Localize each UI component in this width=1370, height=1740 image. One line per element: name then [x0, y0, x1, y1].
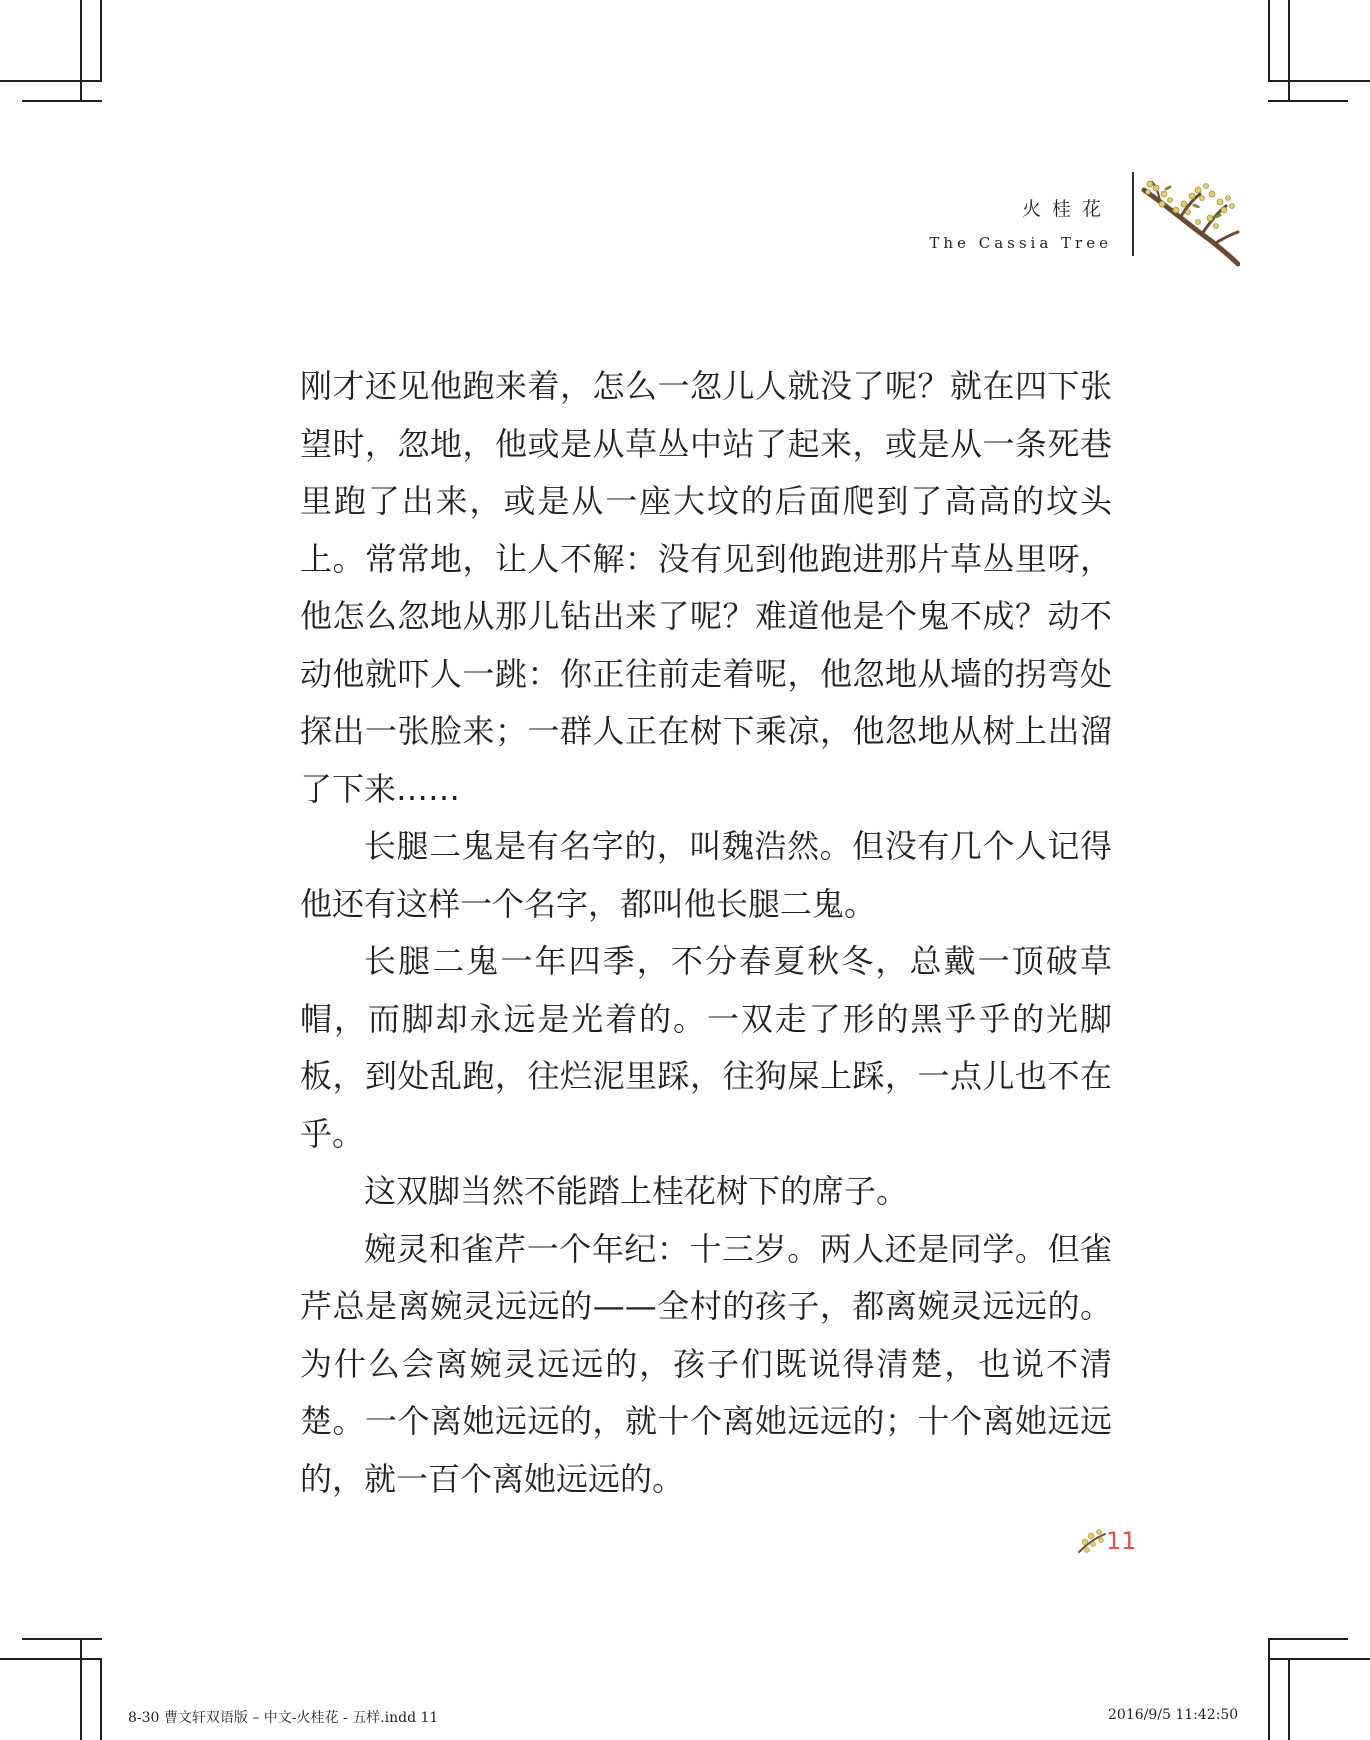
body-text — [300, 358, 1112, 1508]
crop-mark — [1268, 0, 1270, 80]
crop-mark — [1268, 80, 1370, 82]
paragraph: 婉灵和雀芹一个年纪：十三岁。两人还是同学。但雀芹总是离婉灵远远的——全村的孩子，都离婉灵远远的。为什么会离婉灵远远的，孩子们既说得清楚，也说不清楚。一个离她远远的，就十个离她远远的；十个离她远远的，就一百个离她远远的。 — [300, 1229, 1112, 1498]
crop-mark — [100, 1658, 102, 1740]
running-header-title: 火桂花 — [1021, 198, 1112, 220]
crop-mark — [1268, 1638, 1348, 1640]
crop-mark — [100, 0, 102, 80]
crop-mark — [1288, 0, 1290, 102]
crop-mark — [0, 80, 102, 82]
page-number: 11 — [1106, 1527, 1137, 1555]
crop-mark — [80, 1638, 82, 1740]
crop-mark — [80, 0, 82, 102]
crop-mark — [1268, 1638, 1270, 1740]
crop-mark — [22, 1638, 102, 1640]
cassia-branch-icon — [1140, 178, 1240, 270]
crop-mark — [0, 1658, 102, 1660]
file-slug: 8-30 曹文轩双语版 – 中文-火桂花 - 五样.indd 11 — [128, 1710, 439, 1726]
timestamp-slug: 2016/9/5 11:42:50 — [1108, 1707, 1239, 1723]
paragraph: 长腿二鬼是有名字的，叫魏浩然。但没有几个人记得他还有这样一个名字，都叫他长腿二鬼。 — [300, 827, 1112, 923]
crop-mark — [22, 100, 102, 102]
paragraph: 这双脚当然不能踏上桂花树下的席子。 — [364, 1172, 909, 1210]
paragraph: 刚才还见他跑来着，怎么一忽儿人就没了呢？就在四下张望时，忽地，他或是从草丛中站了起来，或是从一条死巷里跑了出来，或是从一座大坟的后面爬到了高高的坟头上。常常地，让人不解：没有见到他跑进那片草丛里呀，他怎么忽地从那儿钻出来了呢？难道他是个鬼不成？动不动他就吓人一跳：你正往前走着呢，他忽地从墙的拐弯处探出一张脸来；一群人正在树下乘凉，他忽地从树上出溜了下来…… — [300, 367, 1112, 808]
crop-mark — [1268, 1658, 1370, 1660]
crop-mark — [1268, 100, 1348, 102]
running-header-subtitle: The Cassia Tree — [929, 234, 1112, 252]
paragraph: 长腿二鬼一年四季，不分春夏秋冬，总戴一顶破草帽，而脚却永远是光着的。一双走了形的黑乎乎的光脚板，到处乱跑，往烂泥里踩，往狗屎上踩，一点儿也不在乎。 — [300, 942, 1112, 1153]
crop-mark — [1288, 1658, 1290, 1740]
header-divider — [1132, 172, 1134, 256]
